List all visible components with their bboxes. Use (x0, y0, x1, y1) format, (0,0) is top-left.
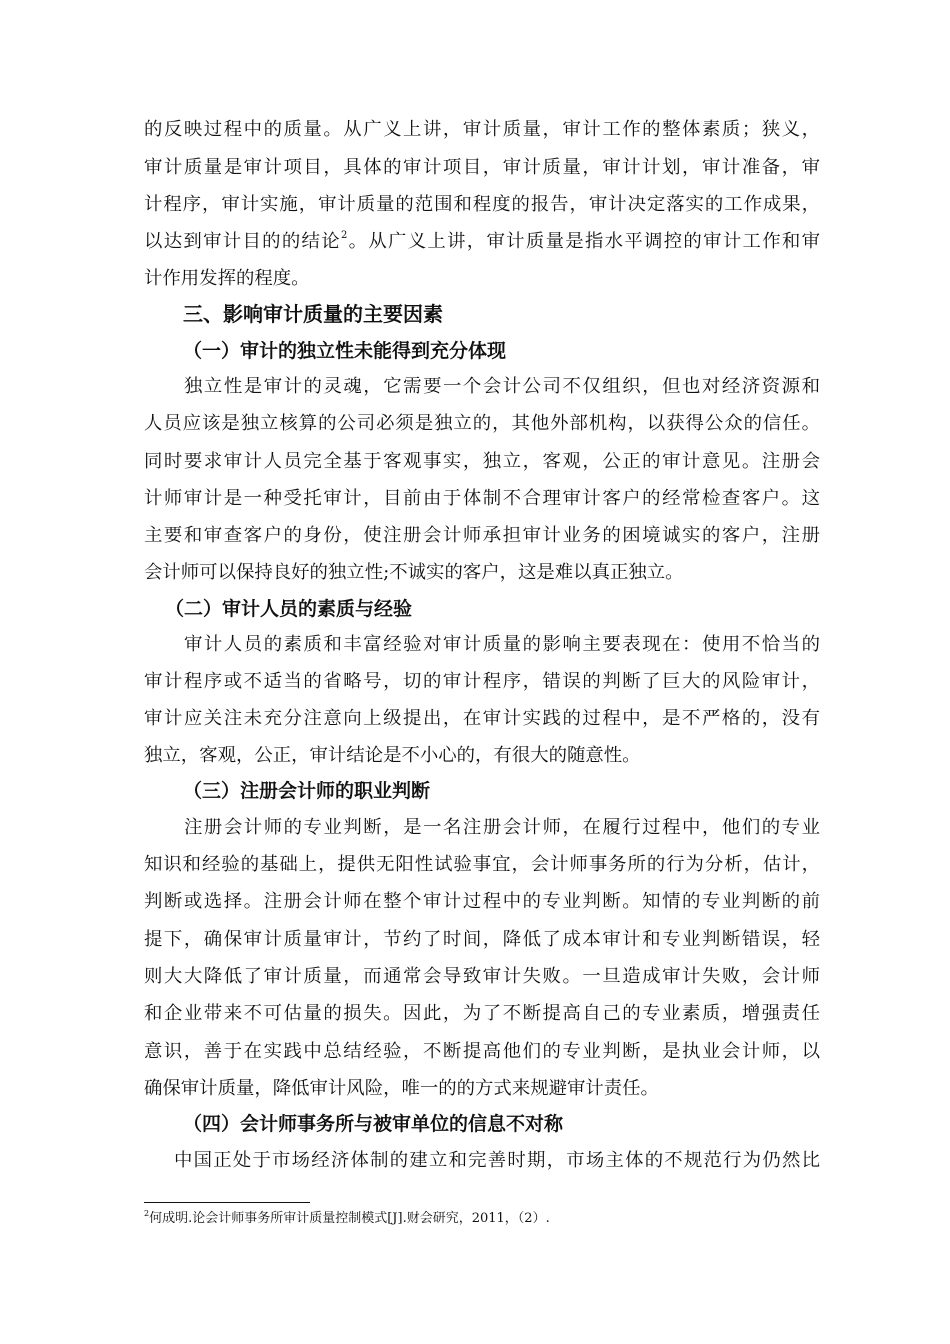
footnote-marker: 2 (144, 1208, 150, 1218)
section-heading: 三、影响审计质量的主要因素 (183, 302, 443, 326)
body-text-segment: 。从广义上讲，审计质量是指水平调控的审计工作和审 (347, 231, 820, 252)
subsection-heading: （三）注册会计师的职业判断 (183, 780, 431, 802)
footnote (144, 1210, 550, 1228)
body-text-line: 的反映过程中的质量。从广义上讲，审计质量，审计工作的整体素质；狭义， (144, 119, 820, 140)
body-text-line: 会计师可以保持良好的独立性;不诚实的客户，这是难以真正独立。 (144, 562, 684, 583)
body-text-line: 意识，善于在实践中总结经验，不断提高他们的专业判断，是执业会计师，以 (144, 1041, 820, 1062)
body-text-line: 人员应该是独立核算的公司必须是独立的，其他外部机构，以获得公众的信任。 (144, 413, 820, 434)
body-text-line: 中国正处于市场经济体制的建立和完善时期，市场主体的不规范行为仍然比 (174, 1150, 820, 1171)
body-text-line: 提下，确保审计质量审计，节约了时间，降低了成本审计和专业判断错误，轻 (144, 929, 820, 950)
body-text-line: 计师审计是一种受托审计，目前由于体制不合理审计客户的经常检查客户。这 (144, 488, 820, 509)
body-text-line: 同时要求审计人员完全基于客观事实，独立，客观，公正的审计意见。注册会 (144, 451, 820, 472)
body-text-line: 审计程序或不适当的省略号，切的审计程序，错误的判断了巨大的风险审计， (144, 671, 820, 692)
body-text-line: 独立，客观，公正，审计结论是不小心的，有很大的随意性。 (144, 745, 641, 766)
body-text-line: 则大大降低了审计质量，而通常会导致审计失败。一旦造成审计失败，会计师 (144, 966, 820, 987)
body-text-line: 和企业带来不可估量的损失。因此，为了不断提高自己的专业素质，增强责任 (144, 1003, 820, 1024)
subsection-heading: （四）会计师事务所与被审单位的信息不对称 (183, 1113, 564, 1135)
body-text-line: 判断或选择。注册会计师在整个审计过程中的专业判断。知情的专业判断的前 (144, 891, 820, 912)
subsection-heading: （一）审计的独立性未能得到充分体现 (183, 340, 507, 362)
body-text-line: 审计人员的素质和丰富经验对审计质量的影响主要表现在：使用不恰当的 (184, 634, 820, 655)
footnote-reference[interactable]: 2 (340, 229, 348, 241)
body-text-line (144, 229, 820, 255)
body-text-line: 独立性是审计的灵魂，它需要一个会计公司不仅组织，但也对经济资源和 (184, 376, 820, 397)
body-text-segment: 以达到审计目的的结论 (144, 231, 341, 252)
body-text-line: 计作用发挥的程度。 (144, 268, 310, 289)
body-text-line: 审计质量是审计项目，具体的审计项目，审计质量，审计计划，审计准备，审 (144, 157, 820, 178)
body-text-line: 知识和经验的基础上，提供无阳性试验事宜，会计师事务所的行为分析，估计， (144, 854, 820, 875)
body-text-line: 审计应关注未充分注意向上级提出，在审计实践的过程中，是不严格的，没有 (144, 708, 820, 729)
footnote-separator (144, 1202, 310, 1203)
subsection-heading: （二）审计人员的素质与经验 (165, 598, 413, 620)
body-text-line: 主要和审查客户的身份，使注册会计师承担审计业务的困境诚实的客户，注册 (144, 525, 820, 546)
body-text-line: 注册会计师的专业判断，是一名注册会计师，在履行过程中，他们的专业 (184, 817, 820, 838)
body-text-line: 确保审计质量，降低审计风险，唯一的的方式来规避审计责任。 (144, 1078, 659, 1099)
body-text-line: 计程序，审计实施，审计质量的范围和程度的报告，审计决定落实的工作成果， (144, 194, 820, 215)
footnote-text: 何成明.论会计师事务所审计质量控制模式[J].财会研究，2011，（2）. (149, 1211, 550, 1226)
